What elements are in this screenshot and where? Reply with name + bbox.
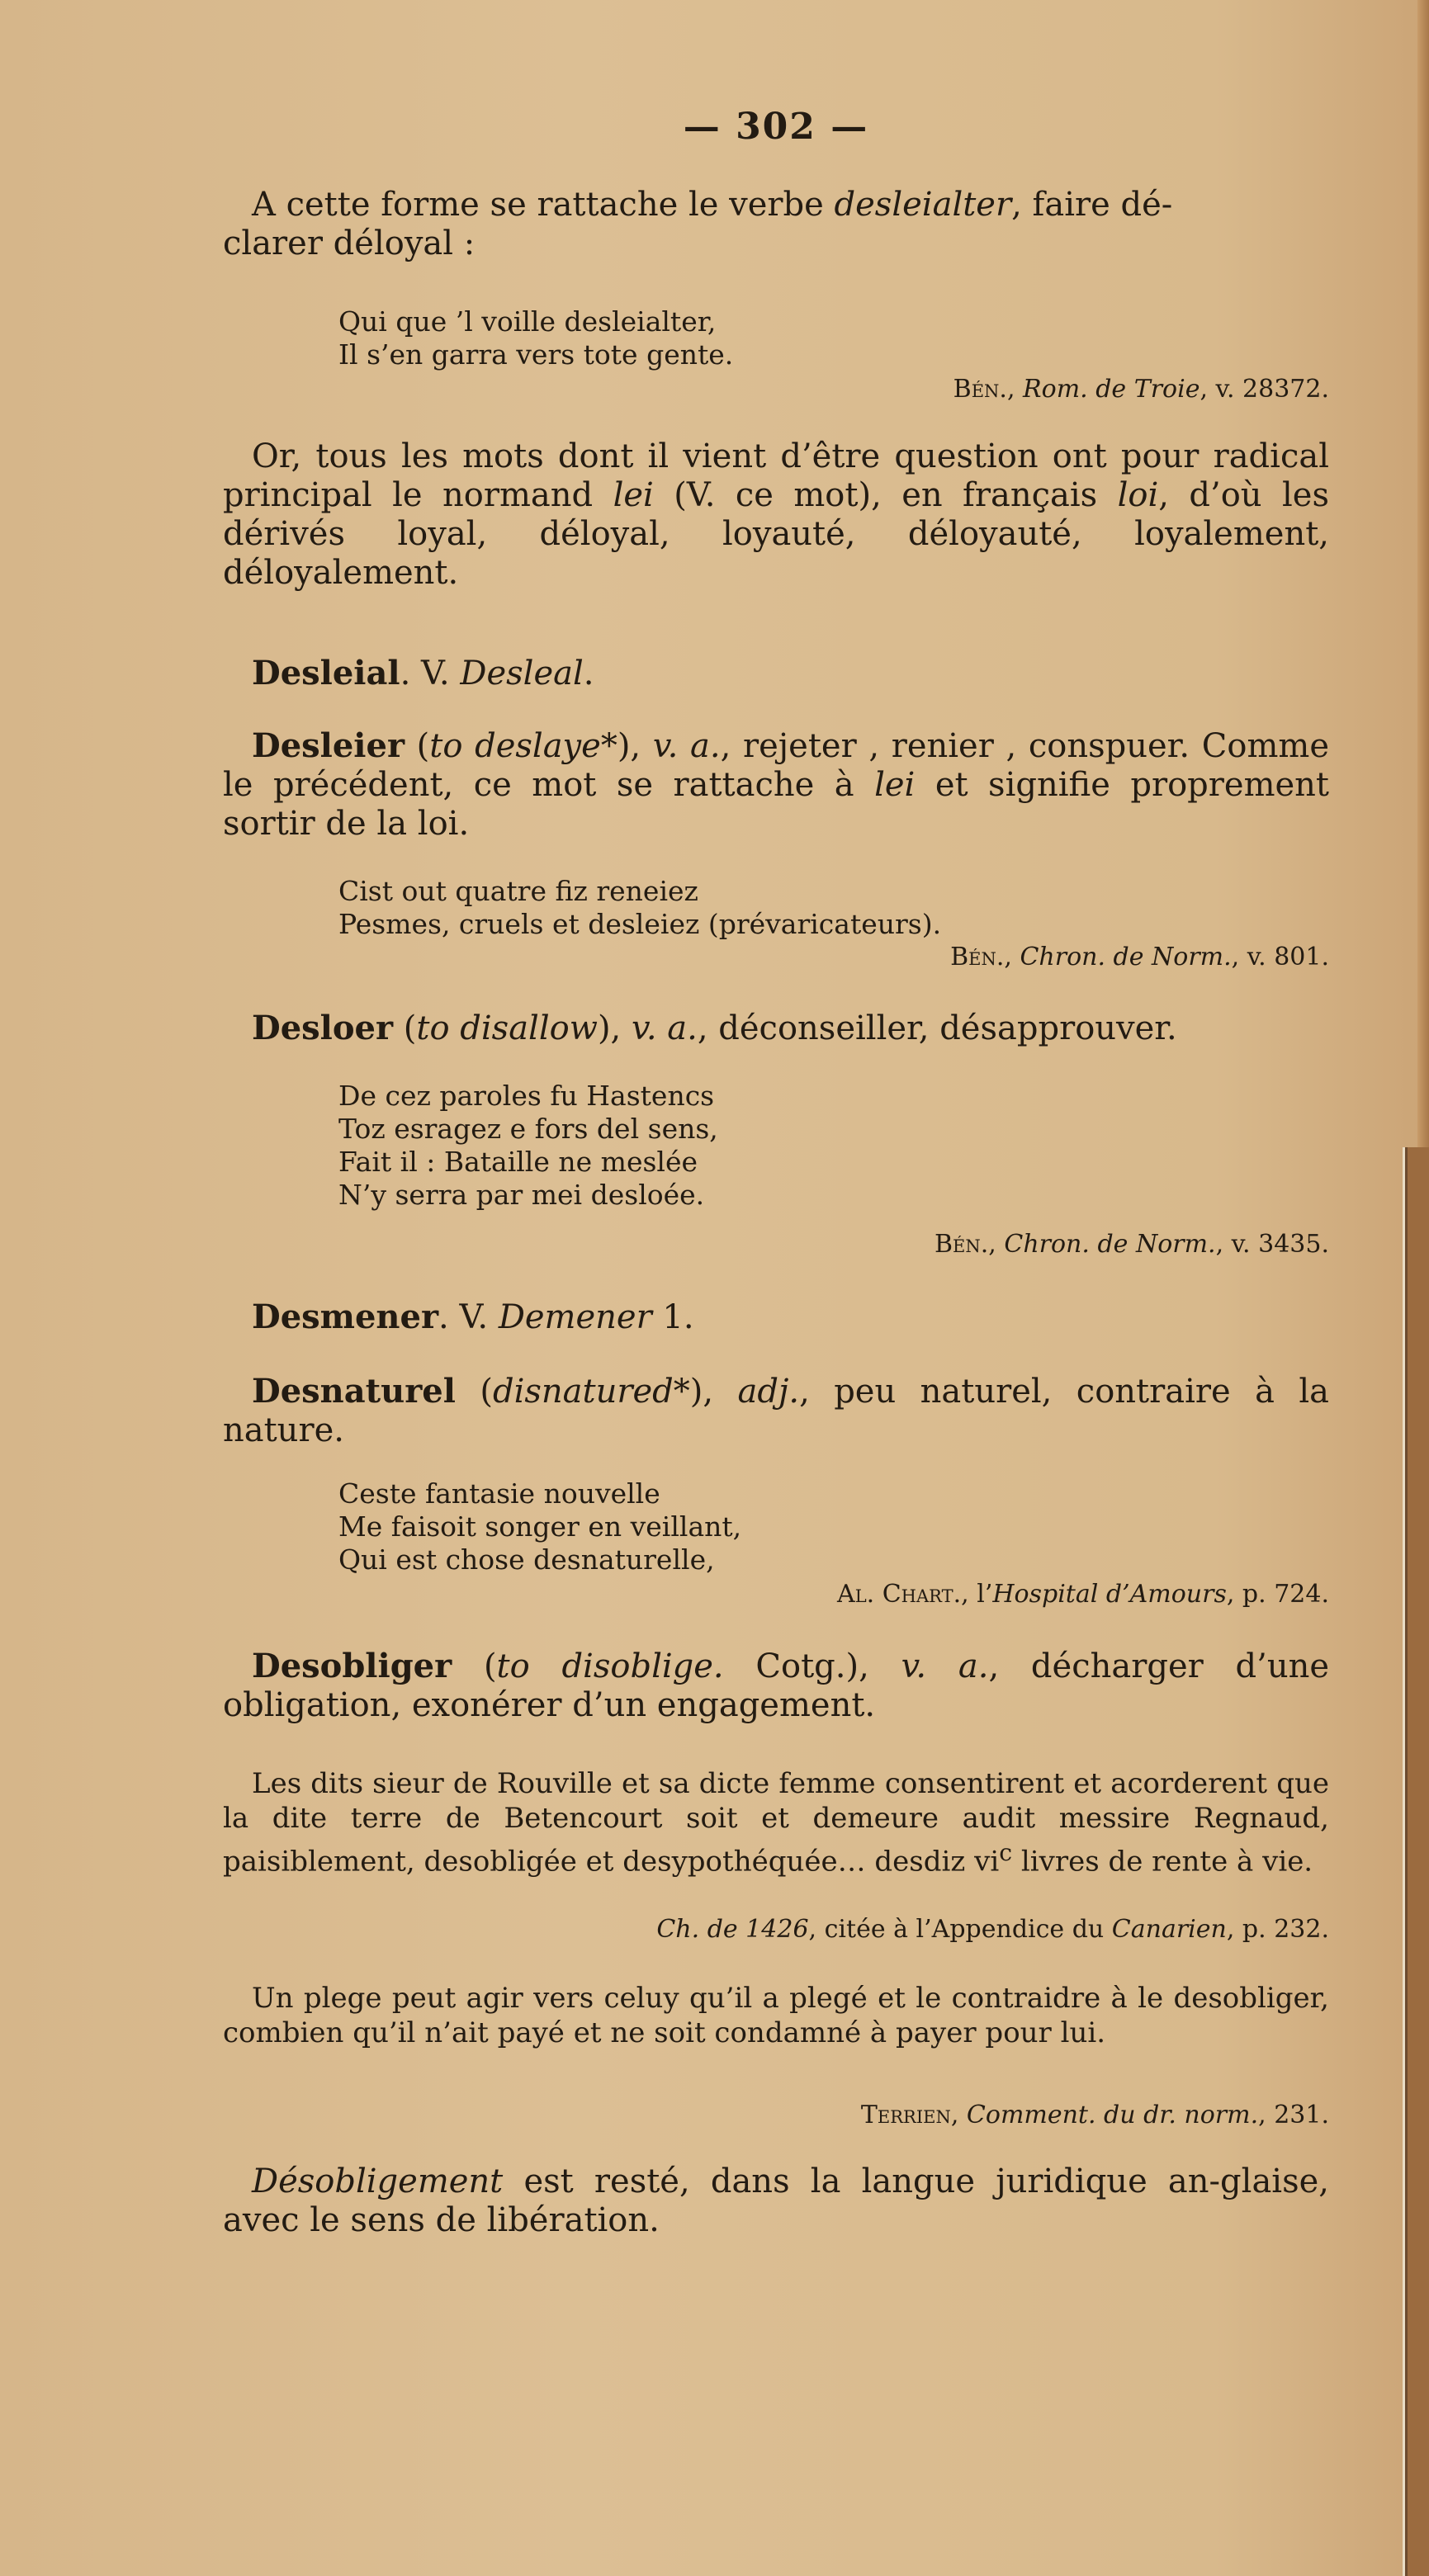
page-edge-shadow [1417,0,1429,1147]
text: Or, tous les mots dont il vient d’être question ont pour [252,437,1200,475]
etymology: to disoblige. [496,1647,724,1685]
text: 1. [651,1298,694,1336]
verse-line: Qui est chose desnaturelle, [338,1543,715,1576]
entry-desloer: Desloer (to disallow), v. a., déconseiller, désapprouver. [252,1009,1177,1047]
verse-line: De cez paroles fu Hastencs [338,1080,715,1112]
citation-ref: , v. 801. [1231,943,1329,971]
part-of-speech: v. a. [632,1009,698,1047]
verse-line: Cist out quatre fiz reneiez [338,875,698,907]
superscript: c [999,1839,1013,1866]
citation: Al. Chart., l’Hospital d’Amours, p. 724. [837,1580,1329,1609]
entry-desobliger: Desobliger (to disoblige. Cotg.), v. a., décharger d’une obligation, exonérer d’un engagement. [223,1647,1330,1724]
text: . V. [438,1298,499,1336]
citation-work: Ch. de 1426 [656,1915,809,1944]
verse-line: Me faisoit songer en veillant, [338,1510,742,1543]
cross-reference: Desleal [460,655,584,692]
verse-line: Qui que ’l voille desleialter, [338,305,717,338]
etymology: to deslaye* [429,727,617,765]
quote-desnaturel [338,1477,741,1576]
citation-author: Bén. [953,375,1007,404]
definition: , rejeter , renier , conspuer. [720,727,1190,765]
definition: , peu naturel, contraire à la nature. [223,1373,1329,1449]
text: radical principal le normand [223,437,1329,514]
text: . [583,655,594,692]
intro-italic-word: desleialter [834,186,1012,224]
headword: Desnaturel [252,1372,456,1411]
citation-ref: , p. 724. [1226,1580,1329,1609]
quote-rom-de-troie [338,305,733,371]
text: (V. ce mot), en français [653,476,1098,514]
definition: , déconseiller, désapprouver. [697,1009,1177,1047]
citation-ref: , v. 3435. [1215,1230,1329,1259]
citation: Bén., Chron. de Norm., v. 801. [950,943,1329,971]
entry-desleier: Desleier (to deslaye*), v. a., rejeter , renier , conspuer. Comme le précédent, ce mot se rattache à lei et signifie proprement sortir de la loi. [223,726,1329,843]
text: loyalement, déloyalement. [223,515,1329,592]
quote-desloer [338,1080,718,1212]
entry-desmener [223,1297,1329,1337]
italic-word: loi [1117,476,1159,514]
verse-line: Toz esragez e fors del sens, [338,1113,718,1145]
citation-author: Terrien [860,2101,951,2129]
headword: Desleial [252,654,400,692]
citation: Terrien, Comment. du dr. norm., 231. [860,2101,1329,2129]
etymology-source: Cotg. [723,1647,846,1685]
citation [656,1915,1329,1944]
page-edge [1403,1147,1429,2576]
citation-work: Chron. de Norm. [1004,1230,1216,1259]
verse-line: Fait il : Bataille ne meslée [338,1146,698,1178]
etymology: to disallow [416,1009,598,1047]
verse-line: Pesmes, cruels et desleiez (prévaricateurs). [338,908,942,940]
part-of-speech: adj. [737,1373,800,1411]
part-of-speech: v. a. [652,727,721,765]
part-of-speech: v. a. [901,1647,989,1685]
entry-desnaturel: Desnaturel (disnatured*), adj., peu naturel, contraire à la nature. [223,1372,1329,1449]
intro-paragraph [223,186,1329,263]
headword: Desobliger [252,1647,452,1685]
entry-desleial [223,654,1329,693]
text: Un plege peut agir vers celuy qu’il a plegé et le contraidre à le desobliger, combien qu’il n’ait payé et ne soit condamné à payer pour lui. [223,1982,1329,2049]
text: l’ [977,1580,993,1609]
citation-work: Comment. du dr. norm. [966,2101,1259,2129]
citation-ref: , p. 232. [1226,1915,1329,1944]
italic-word: Désobligement [252,2162,504,2200]
citation: Bén., Rom. de Troie, v. 28372. [953,375,1329,404]
headword: Desleier [252,726,405,765]
quote-rouville [223,1766,1329,1879]
intro-line2: clarer déloyal : [223,225,476,262]
citation-author: Bén. [950,943,1005,971]
headword: Desmener [252,1297,439,1336]
citation-ref: , 231. [1258,2101,1329,2129]
text: livres de rente à vie. [1012,1845,1313,1879]
text: est resté, dans la langue juridique an-glaise, avec le sens de libération. [223,2162,1329,2239]
verse-line: Il s’en garra vers tote gente. [338,338,734,371]
text: , citée à l’Appendice du [808,1915,1112,1944]
text: , d’où les dérivés loyal, déloyal, loyauté, déloyauté, [223,476,1329,553]
citation-author: Al. Chart. [837,1580,962,1609]
etymology: disnatured* [492,1373,690,1411]
closing-paragraph [223,2162,1329,2240]
citation-author: Bén. [935,1230,989,1259]
citation-work: Canarien [1111,1915,1227,1944]
citation-work: Hospital d’Amours [992,1580,1227,1609]
quote-desleier [338,875,941,941]
headword: Desloer [252,1009,394,1047]
text: et signifie proprement sortir de la loi. [223,766,1329,843]
citation: Bén., Chron. de Norm., v. 3435. [935,1230,1329,1259]
citation-work: Chron. de Norm. [1020,943,1232,971]
verse-line: N’y serra par mei desloée. [338,1179,705,1211]
citation-work: Rom. de Troie [1023,375,1200,404]
cross-reference: Demener [498,1298,652,1336]
text: . V. [400,655,461,692]
text: Comme le précédent, ce mot se rattache à [223,727,1329,804]
text: Les dits sieur de Rouville et sa dicte femme consentirent et acorderent que la dite terre de Betencourt soit et demeure audit messire Regnaud, paisiblement, desobligée et desypothéquée… desdiz vi [223,1767,1329,1879]
definition: , décharger d’une obligation, exonérer d’un engagement. [223,1647,1330,1724]
italic-word: lei [613,476,654,514]
page-number: — 302 — [683,106,869,148]
verse-line: Ceste fantasie nouvelle [338,1477,660,1510]
italic-word: lei [874,766,916,804]
quote-plege [223,1981,1329,2050]
radical-paragraph [223,437,1329,593]
citation-ref: , v. 28372. [1200,375,1329,404]
intro-text-after: , faire dé- [1011,186,1173,224]
intro-text: A cette forme se rattache le verbe [252,186,835,224]
